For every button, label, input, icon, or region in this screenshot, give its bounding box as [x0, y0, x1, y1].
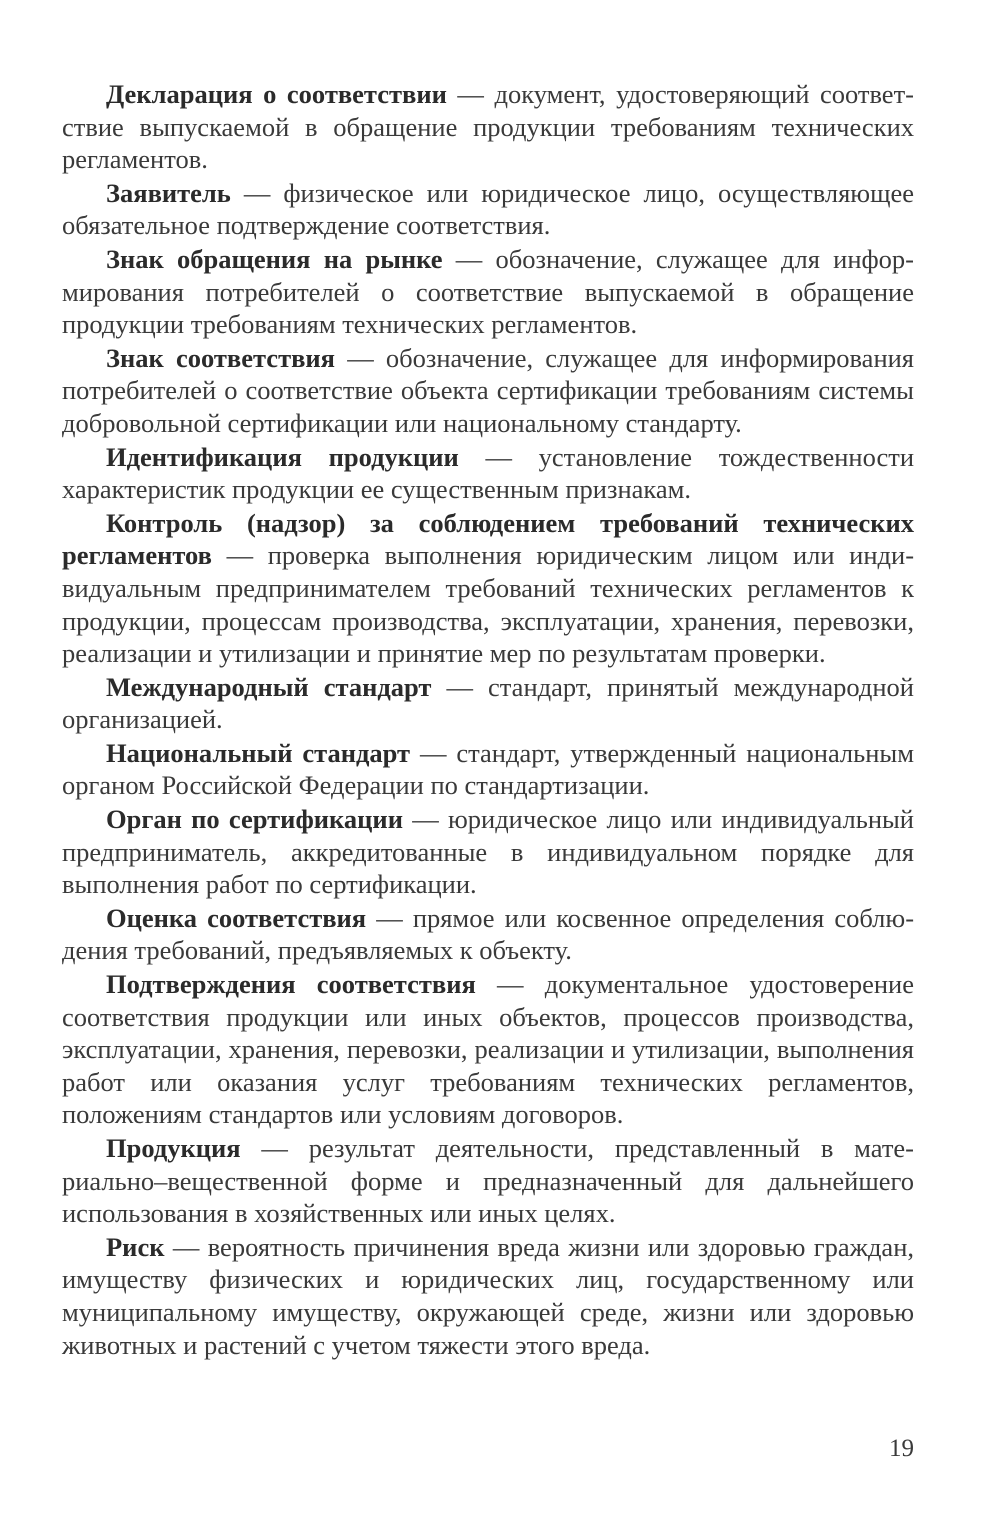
term-separator: —	[335, 342, 386, 373]
glossary-entry	[62, 441, 914, 506]
glossary-term: Декларация о соответствии	[106, 79, 447, 109]
glossary-entry	[62, 78, 914, 176]
term-separator: —	[211, 540, 268, 571]
glossary-term: Подтверждения соответствия	[106, 969, 476, 1000]
glossary-definition: вероятность причинения вреда жизни или здоровью граждан, имуществу физических и юридических лиц, государственному или муниципальному имуществу, окружающей среде, жизни или здоровью животных и растений с учетом тяжести этого вреда.	[62, 1231, 915, 1360]
glossary-definition: обозначение, служащее для информирования потребителей о соответствие объекта сертификации требованиям системы добровольной сертификации или национальному стандарту.	[62, 342, 914, 438]
glossary-term: Риск	[106, 1231, 165, 1262]
term-separator: —	[431, 671, 489, 702]
glossary-entry	[62, 1231, 914, 1361]
glossary-definition: результат деятельности, представленный в материально–вещественной форме и предназначенный для дальнейшего использования в хозяйственных или иных целях.	[62, 1133, 914, 1229]
term-separator: —	[230, 177, 284, 208]
glossary-term: Заявитель	[106, 177, 231, 208]
glossary-definition: стандарт, утвержденный национальным органом Российской Федерации по стандартизации.	[62, 737, 914, 801]
glossary-term: Идентификация продукции	[106, 441, 459, 472]
glossary-definition: документ, удостоверяющий соответствие выпускаемой в обращение продукции требованиям технических регламентов.	[62, 79, 914, 175]
glossary-entry	[62, 342, 914, 440]
glossary-term: Продукция	[106, 1133, 241, 1163]
glossary-definition: документальное удостоверение соответствия продукции или иных объектов, процессов производства, эксплуатации, хранения, перевозки, реализации и утилизации, выполнения работ или оказания услуг требованиям технических регламентов, положениям стандартов или условиям договоров.	[62, 969, 914, 1130]
glossary-body	[62, 78, 914, 1362]
glossary-term: Международный стандарт	[106, 671, 432, 702]
term-separator: —	[366, 902, 413, 933]
glossary-entry	[62, 803, 914, 901]
term-separator: —	[442, 243, 496, 274]
glossary-entry	[62, 1132, 914, 1230]
glossary-definition: проверка выполнения юридическим лицом или индивидуальным предпринимателем требований технических регламентов к продукции, процессам производства, эксплуатации, хранения, перевозки, реализации и утилизации и принятие мер по результатам проверки.	[62, 540, 915, 669]
glossary-definition: установление тождественности характеристик продукции ее существенным признакам.	[62, 441, 914, 505]
glossary-entry	[62, 671, 914, 736]
term-separator: —	[475, 969, 545, 1000]
glossary-entry	[62, 968, 914, 1131]
glossary-entry	[62, 243, 914, 341]
glossary-term: Оценка соответствия	[106, 902, 367, 933]
term-separator: —	[164, 1231, 208, 1262]
term-separator: —	[458, 441, 539, 472]
glossary-term: Знак соответствия	[106, 342, 336, 373]
term-separator: —	[402, 804, 448, 835]
glossary-definition: стандарт, принятый международной организацией.	[62, 671, 914, 735]
glossary-term: Национальный стандарт	[106, 737, 411, 768]
glossary-entry	[62, 902, 914, 967]
glossary-entry	[62, 507, 914, 670]
glossary-definition: юридическое лицо или индивидуальный предприниматель, аккредитованные в индивидуальном порядке для выполнения работ по сертификации.	[62, 804, 914, 900]
page-number: 19	[889, 1435, 914, 1462]
term-separator: —	[446, 79, 495, 109]
glossary-term: Орган по сертификации	[106, 804, 403, 835]
glossary-entry	[62, 177, 914, 242]
glossary-entry	[62, 737, 914, 802]
glossary-definition: физическое или юридическое лицо, осуществляющее обязательное подтверждение соответствия.	[62, 177, 915, 241]
term-separator: —	[240, 1133, 309, 1163]
glossary-definition: прямое или косвенное определения соблюдения требований, предъявляемых к объекту.	[62, 902, 915, 966]
glossary-definition: обозначение, служащее для информирования потребителей о соответствие выпускаемой в обращение продукции требованиям технических регламентов.	[62, 243, 914, 340]
glossary-term: Контроль (надзор) за соблюдением требований технических регламентов	[62, 507, 914, 571]
term-separator: —	[410, 737, 457, 768]
glossary-term: Знак обращения на рынке	[106, 243, 443, 274]
